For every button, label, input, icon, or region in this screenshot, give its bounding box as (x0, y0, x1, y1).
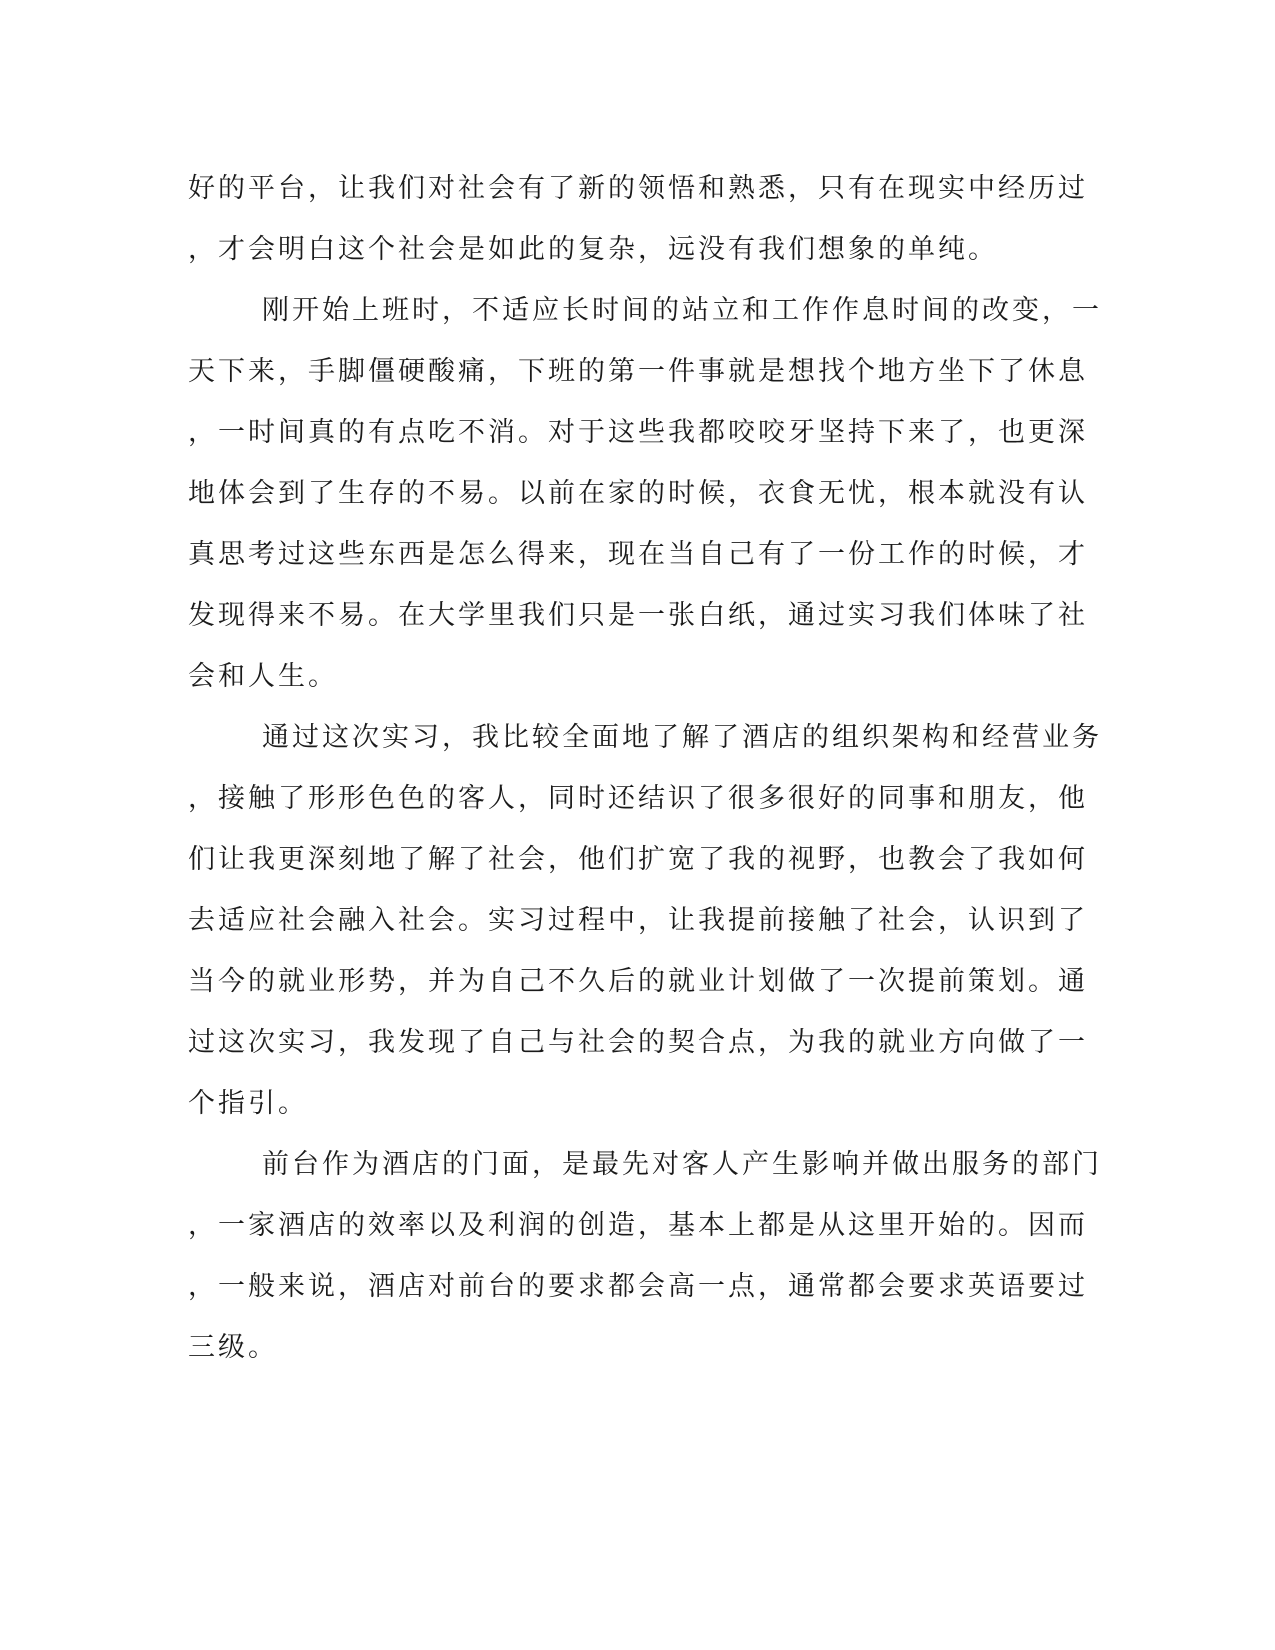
paragraph-start-line: 通过这次实习，我比较全面地了解了酒店的组织架构和经营业务 (262, 722, 1102, 753)
text-line: 过这次实习，我发现了自己与社会的契合点，为我的就业方向做了一 (188, 1027, 1088, 1058)
paragraph-start-line: 刚开始上班时，不适应长时间的站立和工作作息时间的改变，一 (262, 295, 1102, 326)
text-line: 个指引。 (188, 1088, 308, 1119)
text-line: 当今的就业形势，并为自己不久后的就业计划做了一次提前策划。通 (188, 966, 1088, 997)
text-line: ，才会明白这个社会是如此的复杂，远没有我们想象的单纯。 (188, 234, 998, 265)
text-line: 去适应社会融入社会。实习过程中，让我提前接触了社会，认识到了 (188, 905, 1088, 936)
text-line: 会和人生。 (188, 661, 338, 692)
text-line: ，一般来说，酒店对前台的要求都会高一点，通常都会要求英语要过 (188, 1271, 1088, 1302)
body-text (188, 158, 1102, 1378)
text-line: 们让我更深刻地了解了社会，他们扩宽了我的视野，也教会了我如何 (188, 844, 1088, 875)
paragraph-start-line: 前台作为酒店的门面，是最先对客人产生影响并做出服务的部门 (262, 1149, 1102, 1180)
text-line: 地体会到了生存的不易。以前在家的时候，衣食无忧，根本就没有认 (188, 478, 1088, 509)
text-line: 三级。 (188, 1332, 278, 1363)
text-line: 好的平台，让我们对社会有了新的领悟和熟悉，只有在现实中经历过 (188, 173, 1088, 204)
text-line: ，接触了形形色色的客人，同时还结识了很多很好的同事和朋友，他 (188, 783, 1088, 814)
text-line: ，一家酒店的效率以及利润的创造，基本上都是从这里开始的。因而 (188, 1210, 1088, 1241)
text-line: 天下来，手脚僵硬酸痛，下班的第一件事就是想找个地方坐下了休息 (188, 356, 1088, 387)
text-line: 真思考过这些东西是怎么得来，现在当自己有了一份工作的时候，才 (188, 539, 1088, 570)
text-line: 发现得来不易。在大学里我们只是一张白纸，通过实习我们体味了社 (188, 600, 1088, 631)
text-line: ，一时间真的有点吃不消。对于这些我都咬咬牙坚持下来了，也更深 (188, 417, 1088, 448)
